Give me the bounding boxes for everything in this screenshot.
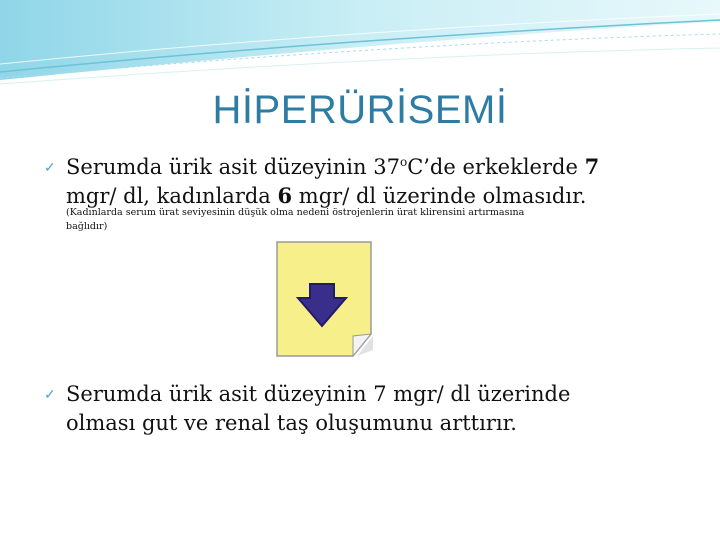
bullet-icon: ✓ <box>44 387 56 403</box>
bullet1-value-men: 7 <box>584 154 600 179</box>
slide-title: HİPERÜRİSEMİ <box>212 88 508 132</box>
bullet1-superscript: o <box>399 155 408 169</box>
bullet1-line2-b: mgr/ dl üzerinde olmasıdır. <box>292 184 587 208</box>
bullet-uric-acid-threshold <box>44 148 684 210</box>
bullet1-value-women: 6 <box>277 183 293 208</box>
bullet1-text-a: Serumda ürik asit düzeyinin 37 <box>66 155 400 179</box>
decorative-header-swoosh <box>0 0 720 90</box>
bullet1-line2-a: mgr/ dl, kadınlarda <box>66 184 278 208</box>
footnote-line1: (Kadınlarda serum ürat seviyesinin düşük olma nedeni östrojenlerin ürat klirensini artırmasına <box>66 207 525 218</box>
bullet-icon: ✓ <box>44 160 56 176</box>
bullet1-text-b: C’de erkeklerde <box>407 155 585 179</box>
footnote-line2: bağlıdır) <box>66 221 108 232</box>
bullet-gout-risk <box>44 380 684 437</box>
bullet2-line1: Serumda ürik asit düzeyinin 7 mgr/ dl üzerinde <box>66 382 571 406</box>
down-arrow-sticky-note-icon <box>273 240 393 358</box>
footnote <box>66 206 666 234</box>
bullet2-line2: olması gut ve renal taş oluşumunu arttırır. <box>66 411 517 435</box>
